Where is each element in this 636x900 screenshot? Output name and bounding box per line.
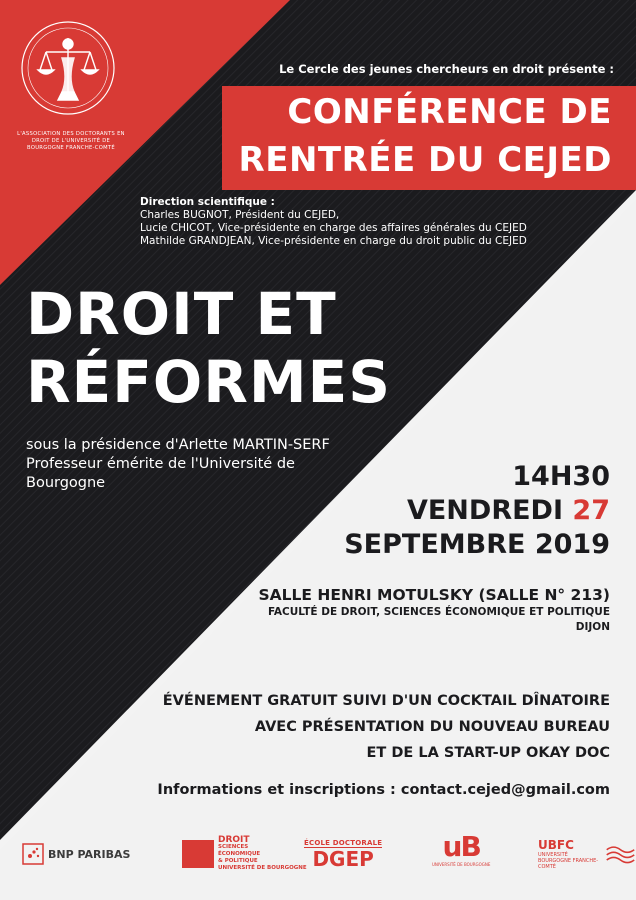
bnp-name: BNP PARIBAS bbox=[48, 847, 131, 861]
event-day-prefix: VENDREDI bbox=[406, 495, 573, 526]
main-title bbox=[26, 280, 391, 416]
main-title-line1: DROIT ET bbox=[26, 280, 337, 348]
droit-sub: UNIVERSITÉ DE BOURGOGNE bbox=[218, 864, 307, 871]
event-line: AVEC PRÉSENTATION DU NOUVEAU BUREAU bbox=[254, 719, 610, 735]
droit-sub: ÉCONOMIQUE bbox=[218, 850, 261, 857]
direction-member: Mathilde GRANDJEAN, Vice-présidente en charge du droit public du CEJED bbox=[140, 235, 527, 247]
main-title-line2: RÉFORMES bbox=[26, 348, 391, 416]
direction-label: Direction scientifique : bbox=[140, 196, 275, 208]
presidence-line: sous la présidence d'Arlette MARTIN-SERF bbox=[26, 437, 330, 453]
venue-city: DIJON bbox=[575, 621, 610, 633]
event-day bbox=[344, 494, 610, 528]
dgep-big: DGEP bbox=[312, 846, 374, 871]
contact-line: Informations et inscriptions : contact.cejed@gmail.com bbox=[157, 782, 610, 798]
event-info bbox=[163, 688, 610, 766]
direction-scientifique bbox=[140, 196, 527, 248]
droit-logo-icon bbox=[182, 840, 214, 868]
conference-title-line2: RENTRÉE DU CEJED bbox=[238, 140, 612, 180]
presidence-line: Professeur émérite de l'Université de bbox=[26, 456, 295, 472]
logo-caption: L'ASSOCIATION DES DOCTORANTS EN DROIT DE L'UNIVERSITÉ DE BOURGOGNE FRANCHE-COMTÉ bbox=[17, 131, 125, 151]
event-month-year: SEPTEMBRE 2019 bbox=[344, 529, 610, 560]
ubfc-small: BOURGOGNE FRANCHE-COMTÉ bbox=[538, 858, 599, 870]
venue-block bbox=[259, 585, 611, 635]
sponsor-ubfc bbox=[538, 832, 636, 876]
ub-small: UNIVERSITÉ DE BOURGOGNE bbox=[432, 862, 491, 867]
event-line: ET DE LA START-UP OKAY DOC bbox=[366, 745, 610, 761]
venue-room: SALLE HENRI MOTULSKY (SALLE N° 213) bbox=[258, 586, 610, 604]
sponsor-ub bbox=[432, 832, 490, 876]
direction-member: Lucie CHICOT, Vice-présidente en charge des affaires générales du CEJED bbox=[140, 222, 527, 234]
event-day-number: 27 bbox=[572, 495, 610, 526]
conference-title-line1: CONFÉRENCE DE bbox=[287, 92, 612, 132]
cejed-logo bbox=[18, 18, 118, 118]
event-line: ÉVÉNEMENT GRATUIT SUIVI D'UN COCKTAIL DÎNATOIRE bbox=[162, 693, 610, 709]
sponsor-bnp-paribas bbox=[22, 832, 130, 876]
venue-faculty: FACULTÉ DE DROIT, SCIENCES ÉCONOMIQUE ET POLITIQUE bbox=[267, 606, 610, 618]
bnp-stars-icon bbox=[22, 843, 44, 865]
droit-sub: SCIENCES bbox=[218, 843, 249, 850]
droit-logo-text bbox=[218, 834, 307, 872]
direction-member: Charles BUGNOT, Président du CEJED, bbox=[140, 209, 340, 221]
dgep-small: ÉCOLE DOCTORALE bbox=[304, 838, 383, 847]
event-time: 14H30 bbox=[512, 461, 610, 492]
ub-big: uB bbox=[442, 830, 480, 863]
ubfc-wave-icon bbox=[605, 841, 636, 867]
ubfc-big: UBFC bbox=[538, 838, 574, 852]
droit-title: DROIT bbox=[218, 834, 250, 845]
sponsor-droit-faculty bbox=[182, 832, 307, 876]
presidence-line: Bourgogne bbox=[26, 475, 106, 491]
presidence bbox=[26, 436, 330, 493]
droit-sub: & POLITIQUE bbox=[218, 857, 258, 864]
sponsor-dgep bbox=[304, 832, 382, 876]
ubfc-small: UNIVERSITÉ bbox=[538, 852, 568, 858]
date-block bbox=[344, 460, 610, 562]
intro-text: Le Cercle des jeunes chercheurs en droit présente : bbox=[279, 62, 614, 76]
justice-scales-icon bbox=[38, 38, 98, 100]
ubfc-text bbox=[538, 838, 605, 870]
